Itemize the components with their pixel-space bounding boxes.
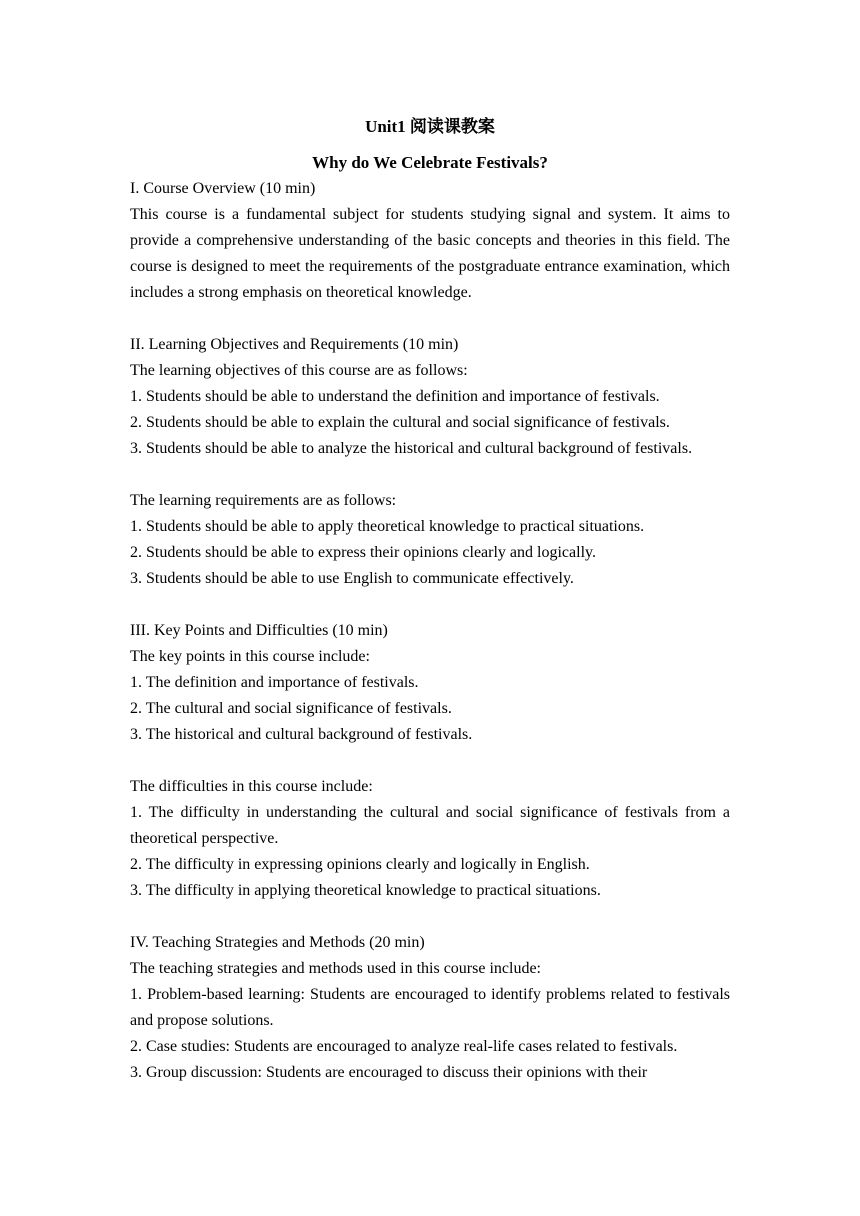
- paragraph-spacer: [130, 462, 730, 488]
- list-intro: The learning objectives of this course are as follows:: [130, 362, 468, 379]
- list-item: 1. Students should be able to apply theoretical knowledge to practical situations.: [130, 518, 645, 535]
- paragraph-spacer: [130, 904, 730, 930]
- list-item: 2. The cultural and social significance of festivals.: [130, 700, 452, 717]
- paragraph: This course is a fundamental subject for students studying signal and system. It aims to provide a comprehensive understanding of the basic concepts and theories in this field. The course is designed to meet the requirements of the postgraduate entrance examination, which includes a strong emphasis on theoretical knowledge.: [130, 206, 730, 301]
- list-item: 2. Students should be able to explain the cultural and social significance of festivals.: [130, 414, 670, 431]
- list-intro: The difficulties in this course include:: [130, 778, 373, 795]
- list-item: 3. The difficulty in applying theoretical knowledge to practical situations.: [130, 882, 601, 899]
- list-item: 3. Students should be able to use English to communicate effectively.: [130, 570, 574, 587]
- paragraph-spacer: [130, 592, 730, 618]
- document-subtitle: Why do We Celebrate Festivals?: [312, 153, 548, 172]
- paragraph-spacer: [130, 306, 730, 332]
- section-heading: I. Course Overview (10 min): [130, 180, 316, 197]
- section-heading: II. Learning Objectives and Requirements (10 min): [130, 336, 459, 353]
- list-item: 2. Students should be able to express their opinions clearly and logically.: [130, 544, 596, 561]
- list-intro: The teaching strategies and methods used in this course include:: [130, 960, 541, 977]
- paragraph-spacer: [130, 748, 730, 774]
- list-item: 3. Group discussion: Students are encouraged to discuss their opinions with their: [130, 1064, 648, 1081]
- document-title: Unit1 阅读课教案: [365, 117, 495, 136]
- list-item: 2. Case studies: Students are encouraged to analyze real-life cases related to festivals.: [130, 1038, 678, 1055]
- list-intro: The key points in this course include:: [130, 648, 370, 665]
- list-item: 1. Problem-based learning: Students are encouraged to identify problems related to festivals and propose solutions.: [130, 986, 730, 1029]
- list-item: 1. The definition and importance of festivals.: [130, 674, 419, 691]
- list-item: 3. Students should be able to analyze the historical and cultural background of festivals.: [130, 440, 693, 457]
- section-heading: III. Key Points and Difficulties (10 min): [130, 622, 388, 639]
- list-item: 1. Students should be able to understand the definition and importance of festivals.: [130, 388, 660, 405]
- list-intro: The learning requirements are as follows:: [130, 492, 397, 509]
- list-item: 3. The historical and cultural background of festivals.: [130, 726, 473, 743]
- section-heading: IV. Teaching Strategies and Methods (20 min): [130, 934, 425, 951]
- list-item: 1. The difficulty in understanding the cultural and social significance of festivals from a theoretical perspective.: [130, 804, 730, 847]
- list-item: 2. The difficulty in expressing opinions clearly and logically in English.: [130, 856, 590, 873]
- document-page: [130, 114, 730, 1086]
